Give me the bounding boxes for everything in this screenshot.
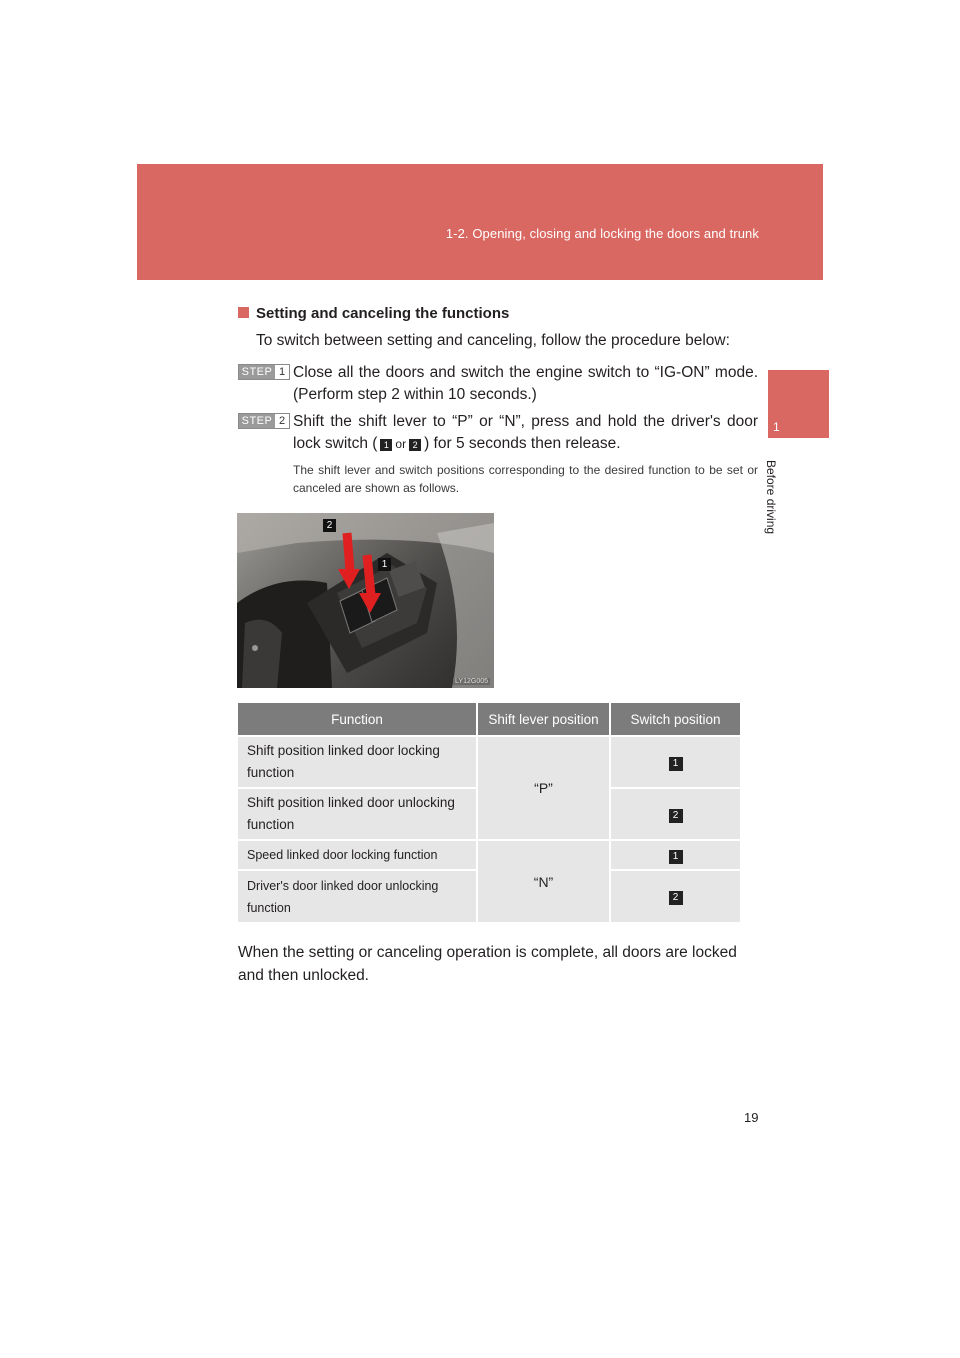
step-badge-number: 1 xyxy=(275,365,289,379)
cell-shift: “P” xyxy=(477,736,610,840)
chapter-number: 1 xyxy=(773,420,780,434)
callout-2-icon: 2 xyxy=(409,439,421,451)
cell-function: Shift position linked door unlocking function xyxy=(238,788,477,840)
step-2-text-a: Shift the shift lever to “P” or “N”, press and hold the driver's door lock switch ( xyxy=(293,413,758,452)
step-badge-number: 2 xyxy=(275,414,289,428)
switch-1-icon: 1 xyxy=(669,850,683,864)
header-function: Function xyxy=(238,703,477,736)
cell-switch xyxy=(610,736,740,788)
step-2-note: The shift lever and switch positions corresponding to the desired function to be set or canceled are shown as follows. xyxy=(293,463,758,495)
switch-2-icon: 2 xyxy=(669,809,683,823)
table-header-row xyxy=(238,703,740,736)
page-header xyxy=(137,164,823,280)
header-shift-lever: Shift lever position xyxy=(477,703,610,736)
header-switch-position: Switch position xyxy=(610,703,740,736)
photo-code: LY12G005 xyxy=(455,678,488,685)
step-1 xyxy=(238,362,758,406)
step-badge-word: STEP xyxy=(239,414,275,428)
cell-function: Shift position linked door locking function xyxy=(238,736,477,788)
switch-2-icon: 2 xyxy=(669,891,683,905)
switch-1-icon: 1 xyxy=(669,757,683,771)
step-2-or: or xyxy=(395,437,407,451)
section-heading xyxy=(238,305,509,322)
function-table xyxy=(238,703,740,922)
section-title: Setting and canceling the functions xyxy=(256,305,510,322)
table-row xyxy=(238,736,740,788)
cell-switch xyxy=(610,788,740,840)
step-1-text: Close all the doors and switch the engine switch to “IG-ON” mode. (Perform step 2 within 10 seconds.) xyxy=(293,364,758,403)
table-row xyxy=(238,840,740,870)
callout-1-icon: 1 xyxy=(380,439,392,451)
cell-function: Speed linked door locking function xyxy=(238,840,477,870)
door-switch-photo xyxy=(237,513,494,688)
cell-shift: “N” xyxy=(477,840,610,922)
step-badge xyxy=(238,364,290,380)
cell-switch xyxy=(610,840,740,870)
door-switch-illustration xyxy=(237,513,494,688)
cell-function: Driver's door linked door unlocking function xyxy=(238,870,477,922)
chapter-label-wrap xyxy=(764,460,788,550)
photo-callout-1: 1 xyxy=(381,559,388,570)
step-badge xyxy=(238,413,290,429)
section-intro: To switch between setting and canceling, follow the procedure below: xyxy=(256,332,730,349)
photo-callout-2: 2 xyxy=(326,520,333,531)
step-2-text-b: ) for 5 seconds then release. xyxy=(424,435,621,452)
step-2 xyxy=(238,411,758,497)
breadcrumb: 1-2. Opening, closing and locking the doors and trunk xyxy=(445,226,759,241)
step-2-text xyxy=(293,411,758,455)
closing-paragraph: When the setting or canceling operation is complete, all doors are locked and then unlocked. xyxy=(238,944,737,984)
chapter-label: Before driving xyxy=(764,460,778,535)
page-number: 19 xyxy=(744,1110,759,1125)
bullet-square-icon xyxy=(238,307,249,318)
step-badge-word: STEP xyxy=(239,365,275,379)
cell-switch xyxy=(610,870,740,922)
